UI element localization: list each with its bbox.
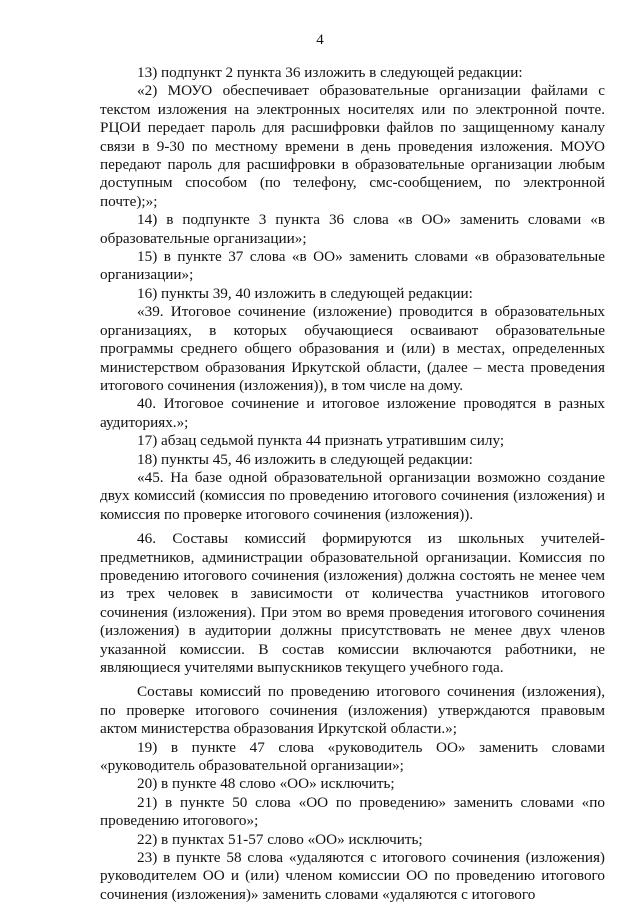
paragraph-point-46: 46. Составы комиссий формируются из школьных учителей-предметников, администрации образовательной организации. Комиссия по проведению итогового сочинения (изложения) должна состоять не менее чем из трех человек в зависимости от количества участников итогового сочинения (изложения). При этом во время проведения итогового сочинения (изложения) в аудитории должны присутствовать не менее двух членов указанной комиссии. В состав комиссии включаются работники, не являющиеся учителями выпускников текущего учебного года. [100,530,605,676]
paragraph-item-18: 18) пункты 45, 46 изложить в следующей редакции: [137,450,473,468]
paragraph-point-39: «39. Итоговое сочинение (изложение) проводится в образовательных организациях, в которых обучающиеся осваивают образовательные программы среднего общего образования и (или) в местах, определенных министерством образования Иркутской области, (далее – места проведения итогового сочинения (изложения)), в том числе на дому. [100,303,605,394]
paragraph-item-13: 13) подпункт 2 пункта 36 изложить в следующей редакции: [137,64,523,81]
paragraph-item-21: 21) в пункте 50 слова «ОО по проведению» заменить словами «по проведению итогового»; [100,793,605,830]
document-body [100,64,605,904]
paragraph-item-20: 20) в пункте 48 слово «ОО» исключить; [137,775,395,793]
paragraph-item-17: 17) абзац седьмой пункта 44 признать утратившим силу; [137,432,505,450]
paragraph-item-19: 19) в пункте 47 слова «руководитель ОО» заменить словами «руководитель образовательной организации»; [100,738,605,775]
paragraph-point-45: «45. На базе одной образовательной организации возможно создание двух комиссий (комиссия по проведению итогового сочинения (изложения) и комиссия по проверке итогового сочинения (изложения)). [100,468,605,523]
paragraph-item-14: 14) в подпункте 3 пункта 36 слова «в ОО» заменить словами «в образовательные организации»; [100,211,605,247]
page-number: 4 [316,32,324,48]
paragraph-item-16: 16) пункты 39, 40 изложить в следующей редакции: [137,284,473,302]
paragraph-item-23: 23) в пункте 58 слова «удаляются с итогового сочинения (изложения) руководителем ОО и (или) членом комиссии ОО по проведению итогового сочинения (изложения)» заменить словами «удаляются с итогового [100,849,605,903]
paragraph-commission-approval: Составы комиссий по проведению итогового сочинения (изложения), по проверке итогового сочинения (изложения) утверждаются правовым актом министерства образования Иркутской области.»; [100,683,605,738]
paragraph-item-22: 22) в пунктах 51-57 слово «ОО» исключить; [137,830,423,848]
paragraph-item-15: 15) в пункте 37 слова «в ОО» заменить словами «в образовательные организации»; [100,248,605,284]
paragraph-point-40: 40. Итоговое сочинение и итоговое изложение проводятся в разных аудиториях.»; [100,395,605,431]
paragraph-quote-subitem-2: «2) МОУО обеспечивает образовательные организации файлами с текстом изложения на электронных носителях или по электронной почте. РЦОИ передает пароль для расшифровки файлов по защищенному каналу связи в 9-30 по местному времени в день проведения изложения. МОУО передают пароль для расшифровки в образовательные организации любым доступным способом (по телефону, смс-сообщением, по электронной почте);»; [100,82,605,210]
